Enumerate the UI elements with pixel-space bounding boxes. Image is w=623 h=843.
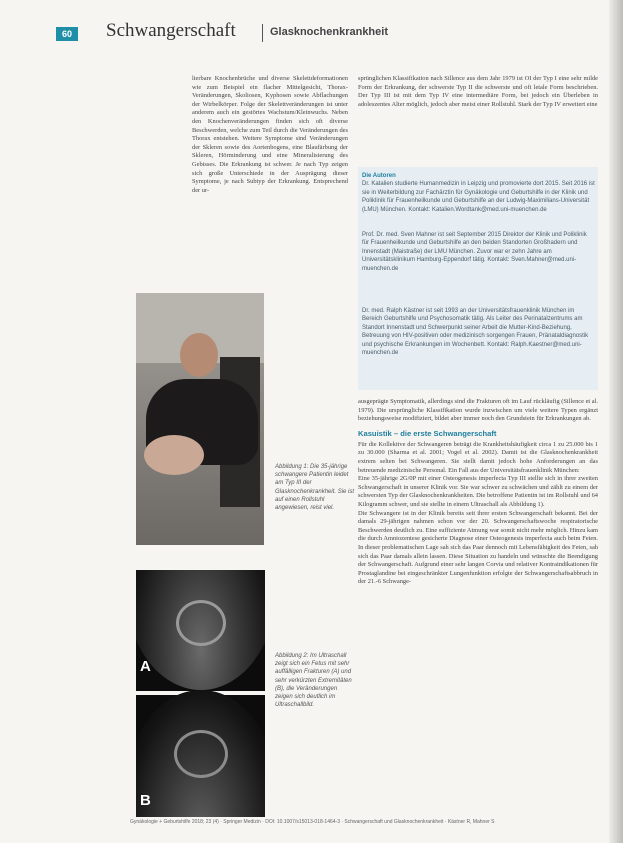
left-text-column	[192, 75, 348, 195]
page-footer: Gynäkologie + Geburtshilfe 2018; 23 (4) · Springer Medizin · DOI: 10.1007/s15013-018-1464-3 · Schwangerschaft und Glasknochenkrankheit · Kästner R, Mahner S	[130, 819, 495, 825]
right-bottom-paragraph-4: Die Schwangere ist in der Klinik bereits seit ihrer ersten Schwangerschaft bekannt. Bei der damals 29-jährigen nahmen schon vor der 20. Schwangerschaftswoche respiratorische Beschwerden deutlich zu. Eine suffiziente Atmung war somit nicht mehr möglich. Hinzu kam die durch Amniozentese gesicherte Diagnose einer Osteogenesis imperfecta auch beim Feten. In dieser problematischen Lage sah sich das Paar dennoch mit Lebensfähigkeit des Feten, sah sich das Paar damals allein lassen. Diese Situation zu handeln und wünschte die Beendigung der Schwangerschaft. Aufgrund einer sehr langen Corvia und relativer Kontraindikationen für Prostaglandine bei eingeschränkter Lungenfunktion erfolgte der Schwangerschaftsabbruch in der 21.-6 Schwange-	[358, 509, 598, 586]
patient-knee	[144, 435, 204, 475]
author-bio-1: Dr. Katalien studierte Humanmedizin in Leipzig und promovierte dort 2015. Seit 2016 ist sie in Weiterbildung zur Fachärztin für Gynäkologie und Geburtshilfe in der Klinik und Poliklinik für Frauenheilkunde und Geburtshilfe an der Ludwig-Maximilians-Universität (LMU) München. Kontakt: Katalien.Wordtank@med.uni-muenchen.de	[362, 181, 595, 213]
page-number: 60	[56, 27, 78, 41]
header-divider	[262, 24, 263, 42]
authors-box-section-3	[362, 307, 595, 360]
ultrasound-image	[136, 570, 265, 817]
figure-1-caption: Abbildung 1: Die 35-jährige schwangere Patientin leidet am Typ III der Glasknochenkrankheit. Sie ist auf einen Rollstuhl angewiesen, reist viel.	[275, 464, 355, 512]
left-paragraph: lierbare Knochenbrüche und diverse Skelettdeformationen wie zum Beispiel ein flacher Mittelgesicht, Thorax-Veränderungen, Skoliosen, Kyphosen sowie Abflachungen der Wirbelkörper. Folge der Skelettveränderungen ist unter anderem auch ein gestörtes Wachstum/Kleinwuchs. Neben den Knochenveränderungen finden sich oft diverse Beschwerden, welche zum Teil durch die Veränderungen des Thorax entstehen. Weitere Symptome sind Veränderungen der Skleren sowie des Aortenbogens, eine Blaufärbung der Skleren, Hörminderung und eine Mineralisierung des Gebisses. Die Erkrankung ist schwer. Je nach Typ zeigen sich große Unterschiede in der Ausprägung dieser Symptome, je nach Subtyp der Erkrankung. Entsprechend der ur-	[192, 75, 348, 194]
authors-heading: Die Autoren	[362, 173, 396, 179]
author-bio-2: Prof. Dr. med. Sven Mahner ist seit September 2015 Direktor der Klinik und Poliklinik für Frauenheilkunde und Geburtshilfe an den beiden Standorten Großhadern und Innenstadt (Maistraße) der LMU München. Zuvor war er zehn Jahre am Universitätsklinikum Hamburg-Eppendorf tätig. Kontakt: Sven.Mahner@med.uni-muenchen.de	[362, 232, 587, 272]
patient-photo	[136, 293, 264, 545]
right-text-column-top	[358, 75, 598, 109]
right-bottom-paragraph-1: ausgeprägte Symptomatik, allerdings sind die Frakturen oft im Lauf rückläufig (Sillence et al. 1979). Die ursprüngliche Klassifikation wurde inzwischen um viele weitere Typen ergänzt beziehungsweise modifiziert, bildet aber immer noch den Grundstein für Erkrankungen ab.	[358, 398, 598, 423]
authors-box-section-1	[362, 172, 595, 217]
right-top-paragraph: sprünglichen Klassifikation nach Sillence aus dem Jahr 1979 ist OI der Typ I eine sehr milde Form der Erkrankung, der schwerste Typ II die schwerste und oft letale Form beschrieben. Der Typ III ist mit dem Typ IV eine intermediäre Form, bei jedoch ein Überleben in adoleszentes Alter möglich, jedoch aber meist einer Rollstuhl. Stark der Typ IV erweitert eine	[358, 75, 598, 108]
section-heading: Kasuistik – die erste Schwangerschaft	[358, 428, 497, 438]
right-text-column-bottom	[358, 398, 598, 587]
ultrasound-label-a: A	[140, 658, 151, 675]
right-bottom-paragraph-2: Für die Kollektive der Schwangeren beträgt die Krankheitshäufigkeit circa 1 zu 25.000 bis 1 zu 30.000 (Sharma et al. 2001; Vogel et al. 2002). Damit ist die Glasknochenkrankheit extrem selten bei Schwangeren. Sie stellt damit jedoch hohe Anforderungen an das betreuende medizinische Personal. Ein Fall aus der Universitätsfrauenklinik München:	[358, 440, 598, 474]
right-bottom-paragraph-3: Eine 35-jährige 2G/0P mit einer Osteogenesis imperfecta Typ III stellte sich in ihrer zweiten Schwangerschaft in unserer Klinik vor. Sie war schwer zu schwächen und zählt zu einem der schwersten Typ der Glasknochenkrankheiten. Die betroffene Patientin ist im Rollstuhl und 64 Kilogramm schwer, und sie stellte in einem Ultraschall als Abbildung 1).	[358, 475, 598, 508]
patient-head	[180, 333, 218, 377]
ultrasound-label-b: B	[140, 792, 151, 809]
figure-2-caption: Abbildung 2: Im Ultraschall zeigt sich ein Fetus mit sehr auffälligen Frakturen (A) und sehr verkürzten Extremitäten (B), die Veränderungen zeigen sich deutlich im Ultraschallbild.	[275, 653, 352, 709]
fetal-structure-a	[176, 600, 226, 646]
page-edge-shadow	[609, 0, 623, 843]
authors-box-section-2	[362, 231, 595, 276]
page-subtitle: Glasknochenkrankheit	[270, 26, 388, 38]
page-title: Schwangerschaft	[106, 20, 236, 41]
fetal-structure-b	[174, 730, 228, 778]
author-bio-3: Dr. med. Ralph Kästner ist seit 1993 an der Universitätsfrauenklinik München im Bereich Geburtshilfe und Psychosomatik tätig. Als Leiter des Perinatalzentrums am Standort Innenstadt und Schwerpunkt seiner Arbeit die Mutter-Kind-Beziehung, Betreuung von HIV-positiven oder medizinisch sorgengen Frauen, Pränataldiagnostik und psychische Erkrankungen im Wochenbett. Kontakt: Ralph.Kaestner@med.uni-muenchen.de	[362, 308, 589, 357]
